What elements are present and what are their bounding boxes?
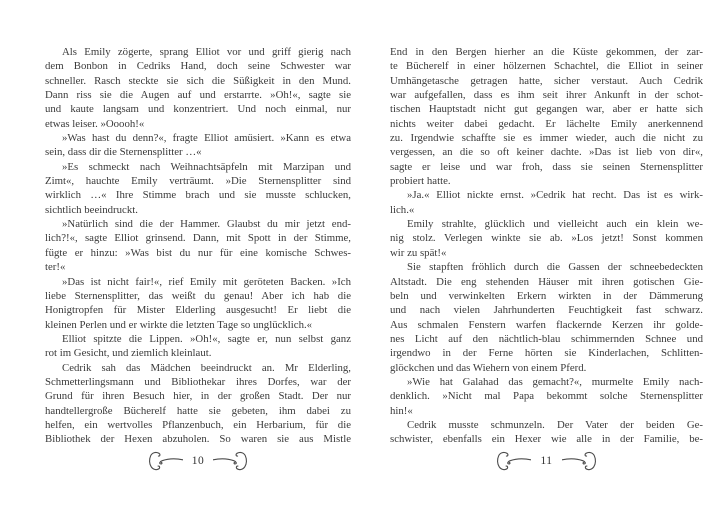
text-line: »Ja.« Elliot nickte ernst. »Cedrik hat recht. Das ist es wirk- (407, 189, 703, 202)
text-line: lich.« (390, 203, 415, 216)
right-page-text (390, 45, 703, 447)
text-line: sichtlich beeindruckt. (45, 203, 138, 216)
text-line: und nach vielen Jahrhunderten Feuchtigkeit fast schwarz. (390, 304, 703, 317)
text-line: Grund für ihren Besuch hier, in der großen Stadt. Der nur (45, 390, 351, 403)
paragraph (45, 361, 351, 447)
left-page-text (45, 45, 351, 447)
text-line: Elliot spitzte die Lippen. »Oh!«, sagte er, nun selbst ganz (62, 332, 351, 345)
text-line: Schmetterlingsmann und Bibliothekar ihres Dorfes, war der (45, 375, 351, 388)
text-line: war aufgefallen, dass es ihm seit ihrer Ankunft in der schot- (390, 89, 703, 102)
text-line: »Natürlich sind die der Hammer. Glaubst du mir jetzt end- (62, 218, 351, 231)
text-line: dem Bonbon in Cedriks Hand, doch seine Schwester war (45, 60, 351, 73)
text-line: End in den Bergen hierher an die Küste gekommen, der zar- (390, 46, 703, 58)
text-line: »Das ist nicht fair!«, rief Emily mit geröteten Backen. »Ich (62, 275, 351, 288)
text-line: nichts weiter dabei gedacht. Er lächelte Emily anerkennend (390, 117, 703, 130)
text-line: »Es schmeckt nach Weihnachtsäpfeln mit Marzipan und (62, 160, 351, 173)
text-line: beln und verwinkelten Erkern wirkten in der Dämmerung (390, 289, 703, 302)
flourish-right-icon (213, 450, 249, 472)
text-line: »Wie hat Galahad das gemacht?«, murmelte Emily nach- (407, 375, 703, 388)
paragraph (390, 375, 703, 418)
text-line: Aus schmalen Fenstern warfen flackernde Kerzen ihr golde- (390, 318, 703, 331)
text-line: nes Licht auf den nächtlich-blau schimmernden Schnee und (390, 332, 703, 345)
text-line: und kaute langsam und konzentriert. Und noch einmal, nur (45, 103, 351, 116)
text-line: hin!« (390, 404, 413, 417)
text-line: Als Emily zögerte, sprang Elliot vor und griff gierig nach (62, 46, 351, 58)
text-line: ter!« (45, 261, 66, 274)
paragraph (45, 217, 351, 274)
text-line: glöckchen und das Wiehern von einem Pferd. (390, 361, 587, 374)
text-line: Altstadt. Die eng stehenden Häuser mit ihren gotischen Gie- (390, 275, 703, 288)
paragraph (45, 131, 351, 160)
text-line: probiert hatte. (390, 175, 451, 188)
text-line: Cedrik sah das Mädchen beeindruckt an. Mr Elderling, (62, 361, 351, 374)
text-line: Zimt«, hauchte Emily verträumt. »Die Sternensplitter sind (45, 175, 351, 188)
text-line: rot im Gesicht, und ziemlich kleinlaut. (45, 347, 212, 360)
text-line: nig stolz. Verlegen winkte sie ab. »Los jetzt! Sonst kommen (390, 232, 703, 245)
page-number: 11 (540, 455, 553, 467)
text-line: kleinen Perlen und er wirkte die letzten Tage so unglücklich.« (45, 318, 313, 331)
text-line: helfen, ein wertvolles Pflanzenbuch, ein Herbarium, für die (45, 418, 351, 431)
paragraph (390, 188, 703, 217)
text-line: Dann riss sie die Augen auf und erstarrte. »Oh!«, sagte sie (45, 89, 351, 102)
text-line: wir zu spät!« (390, 246, 447, 259)
paragraph (390, 45, 703, 188)
text-line: tischen Hauptstadt nicht gut gegangen war, aber er hatte sich (390, 103, 703, 116)
text-line: Honigtropfen für Mister Elderling ausgesucht! Er liebt die (45, 304, 351, 317)
text-line: sein, dass dir die Sternensplitter …« (45, 146, 202, 159)
right-page-footer (390, 448, 703, 474)
text-line: schwister, ebenfalls ein Hexer wie alle in der Familie, be- (390, 433, 703, 446)
text-line: irgendwo in der Ferne hörten sie Kinderlachen, Schlitten- (390, 347, 703, 360)
text-line: handtellergroße Bücherelf hatte sie gebeten, ihm dabei zu (45, 404, 351, 417)
text-line: te Bücherelf in einer hölzernen Schachtel, die Elliot in seiner (390, 60, 703, 73)
flourish-right-icon (562, 450, 598, 472)
text-line: Cedrik musste schmunzeln. Der Vater der beiden Ge- (407, 418, 703, 431)
paragraph (45, 45, 351, 131)
text-line: denklich. »Nicht mal Papa bekommt solche Sternensplitter (390, 390, 703, 403)
text-line: wirklich …« Ihre Stimme brach und sie musste schlucken, (45, 189, 351, 202)
text-line: etwas leiser. »Ooooh!« (45, 117, 145, 130)
left-page-footer (45, 448, 351, 474)
paragraph (390, 260, 703, 375)
flourish-left-icon (495, 450, 531, 472)
paragraph (45, 160, 351, 217)
text-line: sagte er leise und war froh, dass sie seinen Sternensplitter (390, 160, 703, 173)
text-line: »Was hast du denn?«, fragte Elliot amüsiert. »Kann es etwa (62, 132, 351, 145)
paragraph (390, 217, 703, 260)
flourish-left-icon (147, 450, 183, 472)
text-line: liebe Sternensplitter, das weißt du genau! Aber ich hab die (45, 289, 351, 302)
text-line: lich?!«, sagte Elliot grinsend. Dann, mit Spott in der Stimme, (45, 232, 351, 245)
text-line: Sie stapften fröhlich durch die Gassen der schneebedeckten (407, 261, 703, 274)
text-line: schneller. Rasch steckte sie sich die Süßigkeit in den Mund. (45, 74, 351, 87)
text-line: fügte er hinzu: »Was bist du nur für eine komische Schwes- (45, 246, 351, 259)
text-line: Emily strahlte, glücklich und vielleicht auch ein klein we- (407, 218, 703, 231)
text-line: vergessen, an die so oft keiner dachte. »Das ist lieb von dir«, (390, 146, 703, 159)
page-number: 10 (191, 455, 205, 467)
paragraph (390, 418, 703, 447)
text-line: Umhängetasche getragen hatte, sicher verstaut. Auch Cedrik (390, 74, 703, 87)
text-line: zu. Irgendwie schaffte sie es immer wieder, auch die nicht zu (390, 132, 703, 145)
paragraph (45, 332, 351, 361)
text-line: Bibliothek der Hexen abzuholen. So waren sie aus Mistle (45, 433, 351, 446)
paragraph (45, 275, 351, 332)
